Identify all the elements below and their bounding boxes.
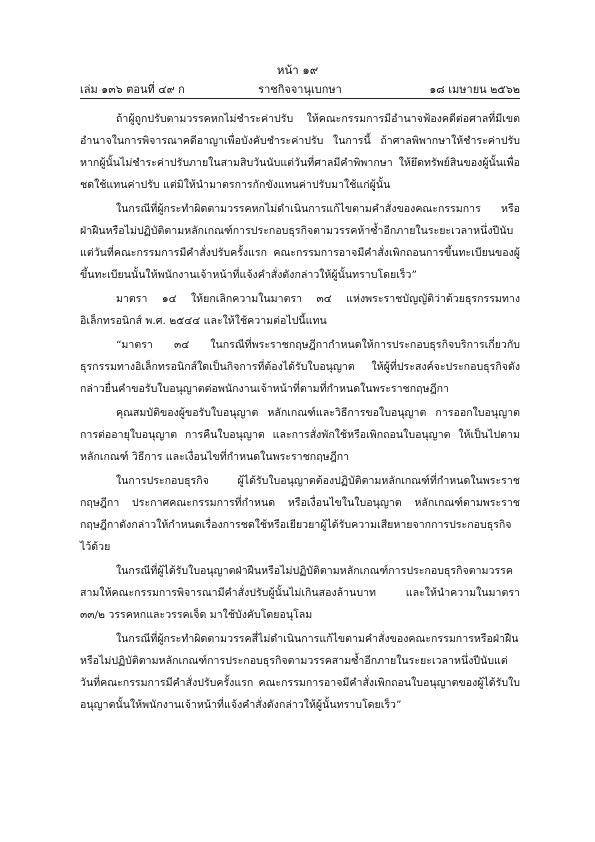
section-14-paragraph: มาตรา ๑๔ ให้ยกเลิกความในมาตรา ๓๔ แห่งพระราชบัญญัติว่าด้วยธุรกรรมทางอิเล็กทรอนิกส์ พ.ศ. ๒๕๔๔ และให้ใช้ความต่อไปนี้แทน (80, 293, 520, 327)
paragraph: ในการประกอบธุรกิจ ผู้ได้รับใบอนุญาตต้องปฏิบัติตามหลักเกณฑ์ที่กำหนดในพระราชกฤษฎีกา ประกาศคณะกรรมการที่กำหนด หรือเงื่อนไขในใบอนุญาต หลักเกณฑ์ตามพระราชกฤษฎีกาดังกล่าวให้กำหนดเรื่องการชดใช้หรือเยียวยาผู้ได้รับความเสียหายจากการประกอบธุรกิจไว้ด้วย (80, 475, 520, 553)
section-34-paragraph: “มาตรา ๓๔ ในกรณีที่พระราชกฤษฎีกากำหนดให้การประกอบธุรกิจบริการเกี่ยวกับธุรกรรมทางอิเล็กทรอนิกส์ใดเป็นกิจการที่ต้องได้รับใบอนุญาต ให้ผู้ที่ประสงค์จะประกอบธุรกิจดังกล่าวยื่นคำขอรับใบอนุญาตต่อพนักงานเจ้าหน้าที่ตามที่กำหนดในพระราชกฤษฎีกา (80, 339, 520, 395)
publication-date: ๑๘ เมษายน ๒๕๖๒ (429, 83, 520, 96)
paragraph: ในกรณีที่ผู้ได้รับใบอนุญาตฝ่าฝืนหรือไม่ปฏิบัติตามหลักเกณฑ์การประกอบธุรกิจตามวรรคสามให้คณะกรรมการพิจารณามีคำสั่งปรับผู้นั้นไม่เกินสองล้านบาท และให้นำความในมาตรา ๓๓/๒ วรรคหกและวรรคเจ็ด มาใช้บังคับโดยอนุโลม (80, 565, 520, 621)
document-body (80, 108, 520, 718)
paragraph: ในกรณีที่ผู้กระทำผิดตามวรรคสี่ไม่ดำเนินการแก้ไขตามคำสั่งของคณะกรรมการหรือฝ่าฝืนหรือไม่ปฏิบัติตามหลักเกณฑ์การประกอบธุรกิจตามวรรคสามซ้ำอีกภายในระยะเวลาหนึ่งปีนับแต่วันที่คณะกรรมการมีคำสั่งปรับครั้งแรก คณะกรรมการอาจมีคำสั่งเพิกถอนใบอนุญาตของผู้ได้รับใบอนุญาตนั้นให้พนักงานเจ้าหน้าที่แจ้งคำสั่งดังกล่าวให้ผู้นั้นทราบโดยเร็ว” (80, 633, 520, 711)
page-number: หน้า ๑๙ (276, 63, 319, 77)
paragraph: คุณสมบัติของผู้ขอรับใบอนุญาต หลักเกณฑ์และวิธีการขอใบอนุญาต การออกใบอนุญาต การต่ออายุใบอนุญาต การคืนใบอนุญาต และการสั่งพักใช้หรือเพิกถอนใบอนุญาต ให้เป็นไปตามหลักเกณฑ์ วิธีการ และเงื่อนไขที่กำหนดในพระราชกฤษฎีกา (80, 407, 520, 463)
paragraph: ในกรณีที่ผู้กระทำผิดตามวรรคหกไม่ดำเนินการแก้ไขตามคำสั่งของคณะกรรมการ หรือฝ่าฝืนหรือไม่ปฏิบัติตามหลักเกณฑ์การประกอบธุรกิจตามวรรคห้าซ้ำอีกภายในระยะเวลาหนึ่งปีนับแต่วันที่คณะกรรมการมีคำสั่งปรับครั้งแรก คณะกรรมการอาจมีคำสั่งเพิกถอนการขึ้นทะเบียนของผู้ขึ้นทะเบียนนั้นให้พนักงานเจ้าหน้าที่แจ้งคำสั่งดังกล่าวให้ผู้นั้นทราบโดยเร็ว” (80, 203, 520, 281)
gazette-name: ราชกิจจานุเบกษา (258, 83, 342, 96)
header-rule (80, 98, 520, 99)
volume-issue: เล่ม ๑๓๖ ตอนที่ ๔๙ ก (80, 83, 185, 96)
paragraph: ถ้าผู้ถูกปรับตามวรรคหกไม่ชำระค่าปรับ ให้คณะกรรมการมีอำนาจฟ้องคดีต่อศาลที่มีเขตอำนาจในการพิจารณาคดีอาญาเพื่อบังคับชำระค่าปรับ ในการนี้ ถ้าศาลพิพากษาให้ชำระค่าปรับ หากผู้นั้นไม่ชำระค่าปรับภายในสามสิบวันนับแต่วันที่ศาลมีคำพิพากษา ให้ยึดทรัพย์สินของผู้นั้นเพื่อชดใช้แทนค่าปรับ แต่มิให้นำมาตรการกักขังแทนค่าปรับมาใช้แก่ผู้นั้น (80, 113, 520, 191)
